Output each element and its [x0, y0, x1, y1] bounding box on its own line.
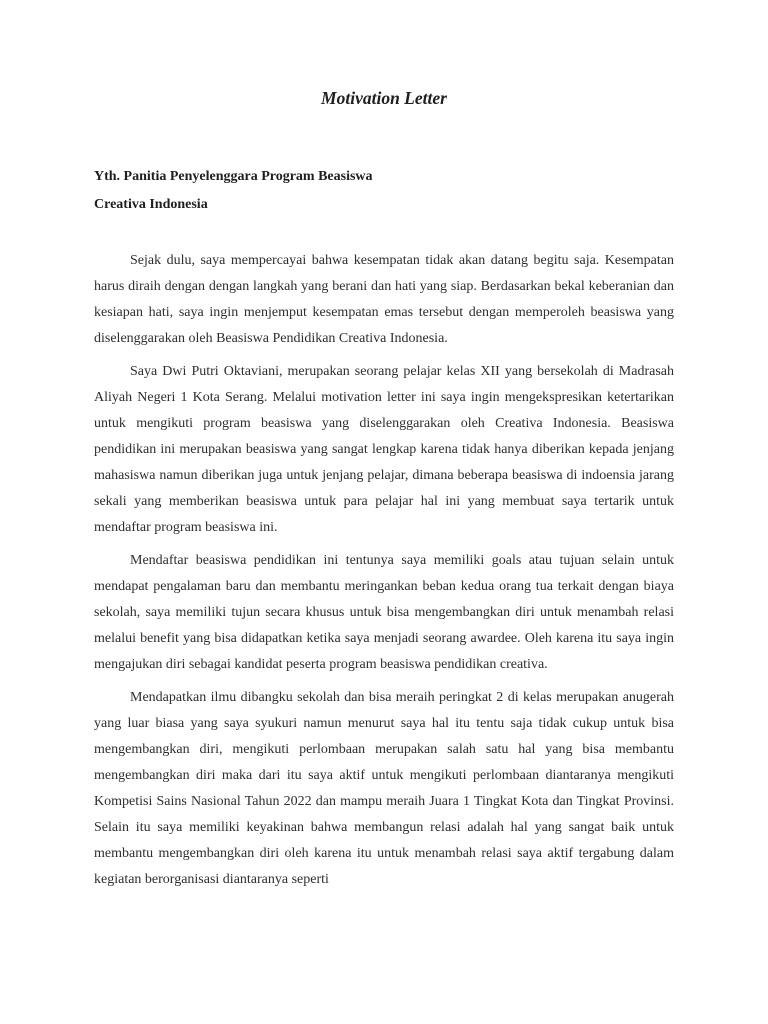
letter-body	[94, 248, 674, 900]
paragraph-2: Saya Dwi Putri Oktaviani, merupakan seorang pelajar kelas XII yang bersekolah di Madrasah Aliyah Negeri 1 Kota Serang. Melalui motivation letter ini saya ingin mengekspresikan ketertarikan untuk mengikuti program beasiswa yang diselenggarakan oleh Creativa Indonesia. Beasiswa pendidikan ini merupakan beasiswa yang sangat lengkap karena tidak hanya diberikan kepada jenjang mahasiswa namun diberikan juga untuk jenjang pelajar, dimana beberapa beasiswa di indoensia jarang sekali yang memberikan beasiswa untuk para pelajar hal ini yang membuat saya tertarik untuk mendaftar program beasiswa ini.	[94, 364, 674, 535]
addressee-block	[94, 163, 373, 219]
paragraph-4: Mendapatkan ilmu dibangku sekolah dan bisa meraih peringkat 2 di kelas merupakan anugerah yang luar biasa yang saya syukuri namun menurut saya hal itu tentu saja tidak cukup untuk bisa mengembangkan diri, mengikuti perlombaan merupakan salah satu hal yang bisa membantu mengembangkan diri maka dari itu saya aktif untuk mengikuti perlombaan diantaranya mengikuti Kompetisi Sains Nasional Tahun 2022 dan mampu meraih Juara 1 Tingkat Kota dan Tingkat Provinsi. Selain itu saya memiliki keyakinan bahwa membangun relasi adalah hal yang sangat baik untuk membantu mengembangkan diri oleh karena itu untuk menambah relasi saya aktif tergabung dalam kegiatan berorganisasi diantaranya seperti	[94, 690, 674, 887]
paragraph-1: Sejak dulu, saya mempercayai bahwa kesempatan tidak akan datang begitu saja. Kesempatan harus diraih dengan dengan langkah yang berani dan hati yang siap. Berdasarkan bekal keberanian dan kesiapan hati, saya ingin menjemput kesempatan emas tersebut dengan memperoleh beasiswa yang diselenggarakan oleh Beasiswa Pendidikan Creativa Indonesia.	[94, 253, 674, 346]
paragraph-3: Mendaftar beasiswa pendidikan ini tentunya saya memiliki goals atau tujuan selain untuk mendapat pengalaman baru dan membantu meringankan beban kedua orang tua terkait dengan biaya sekolah, saya memiliki tujun secara khusus untuk bisa mengembangkan diri untuk menambah relasi melalui benefit yang bisa didapatkan ketika saya menjadi seorang awardee. Oleh karena itu saya ingin mengajukan diri sebagai kandidat peserta program beasiswa pendidikan creativa.	[94, 553, 674, 672]
addressee-line-1: Yth. Panitia Penyelenggara Program Beasiswa	[94, 169, 373, 184]
addressee-line-2: Creativa Indonesia	[94, 197, 208, 212]
letter-title: Motivation Letter	[321, 88, 447, 108]
